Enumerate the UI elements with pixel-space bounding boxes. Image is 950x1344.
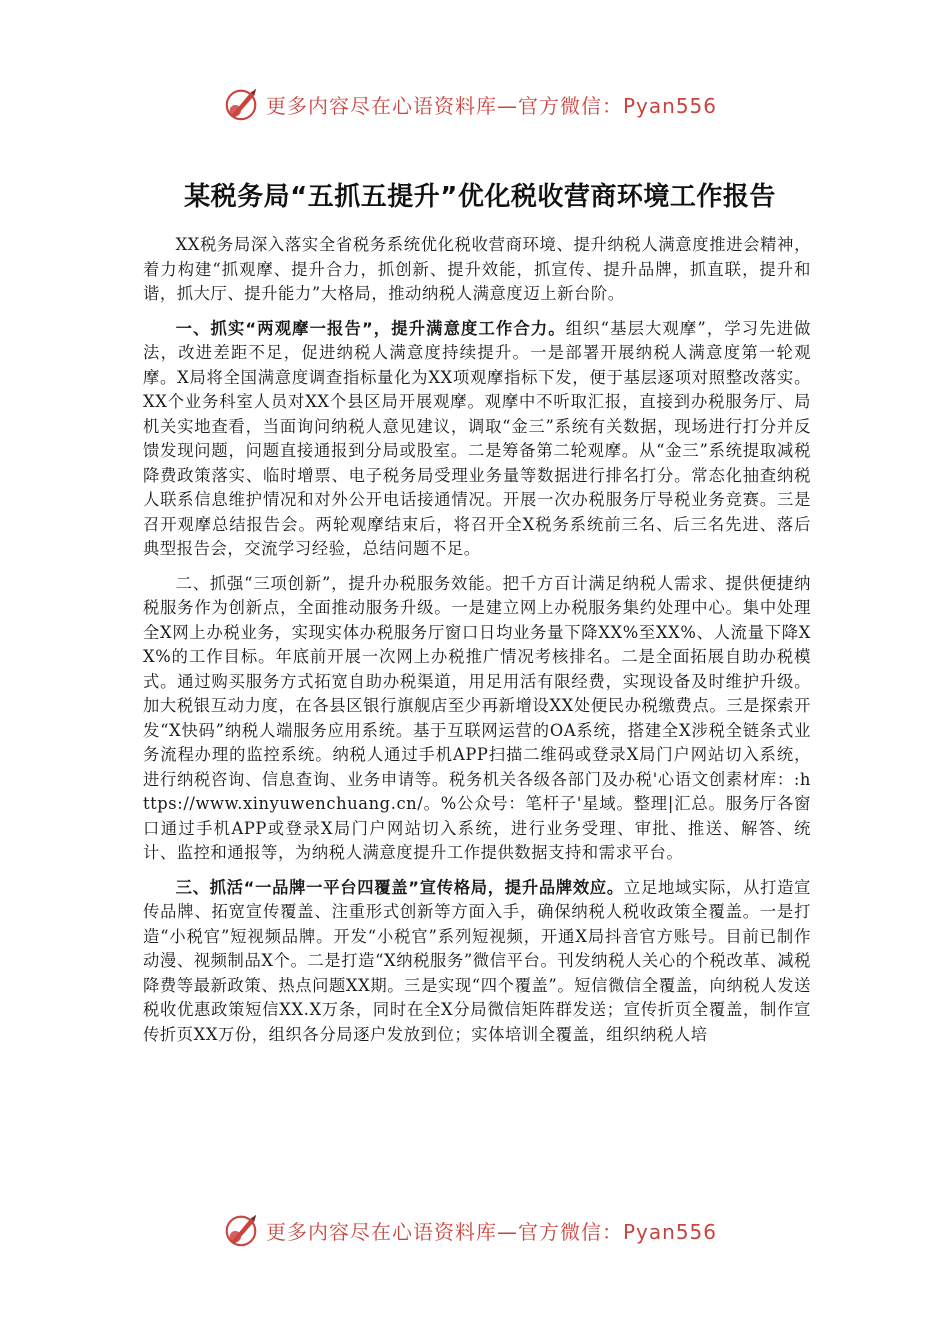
section-1-body: 组织“基层大观摩”，学习先进做法，改进差距不足，促进纳税人满意度持续提升。一是部署开展纳税人满意度第一轮观摩。X局将全国满意度调查指标量化为XX项观摩指标下发，便于基层逐项对照整改落实。XX个业务科室人员对XX个县区局开展观摩。观摩中不听取汇报，直接到办税服务厅、局机关实地查看，当面询问纳税人意见建议，调取“金三”系统有关数据，现场进行打分并反馈发现问题，问题直接通报到分局或股室。二是筹备第二轮观摩。从“金三”系统提取减税降费政策落实、临时增票、电子税务局受理业务量等数据进行排名打分。常态化抽查纳税人联系信息维护情况和对外公开电话接通情况。开展一次办税服务厅导税业务竞赛。三是召开观摩总结报告会。两轮观摩结束后，将召开全X税务系统前三名、后三名先进、落后典型报告会，交流学习经验，总结问题不足。	[143, 318, 811, 558]
section-3-heading: 三、抓活“一品牌一平台四覆盖”宣传格局，提升品牌效应。	[175, 877, 624, 897]
section-1-paragraph	[143, 317, 811, 562]
banner-text: 更多内容尽在心语资料库—官方微信：Pyan556	[266, 93, 718, 118]
pen-circle-logo-icon	[222, 1211, 260, 1249]
banner-text: 更多内容尽在心语资料库—官方微信：Pyan556	[266, 1219, 718, 1244]
intro-paragraph: XX税务局深入落实全省税务系统优化税收营商环境、提升纳税人满意度推进会精神，着力构建“抓观摩、提升合力，抓创新、提升效能，抓宣传、提升品牌，抓直联，提升和谐，抓大厅、提升能力”大格局，推动纳税人满意度迈上新台阶。	[143, 235, 811, 303]
section-3-body: 立足地域实际，从打造宣传品牌、拓宽宣传覆盖、注重形式创新等方面入手，确保纳税人税收政策全覆盖。一是打造“小税官”短视频品牌。开发“小税官”系列短视频，开通X局抖音官方账号。目前已制作动漫、视频制品X个。二是打造“X纳税服务”微信平台。刊发纳税人关心的个税改革、减税降费等最新政策、热点问题XX期。三是实现“四个覆盖”。短信微信全覆盖，向纳税人发送税收优惠政策短信XX.X万条，同时在全X分局微信矩阵群发送；宣传折页全覆盖，制作宣传折页XX万份，组织各分局逐户发放到位；实体培训全覆盖，组织纳税人培	[143, 877, 812, 1044]
section-2-paragraph: 二、抓强“三项创新”，提升办税服务效能。把千方百计满足纳税人需求、提供便捷纳税服务作为创新点，全面推动服务升级。一是建立网上办税服务集约处理中心。集中处理全X网上办税业务，实现实体办税服务厅窗口日均业务量下降XX%至XX%、人流量下降XX%的工作目标。年底前开展一次网上办税推广情况考核排名。二是全面拓展自助办税模式。通过购买服务方式拓宽自助办税渠道，用足用活有限经费，实现设备及时维护升级。加大税银互动力度，在各县区银行旗舰店至少再新增设XX处便民办税缴费点。三是探索开发“X快码”纳税人端服务应用系统。基于互联网运营的OA系统，搭建全X涉税全链条式业务流程办理的监控系统。纳税人通过手机APP扫描二维码或登录X局门户网站切入系统，进行纳税咨询、信息查询、业务申请等。税务机关各级各部门及办税'心语文创素材库：:https://www.xinyuwenchuang.cn/。%公众号：笔杆子'星域。整理|汇总。服务厅各窗口通过手机APP或登录X局门户网站切入系统，进行业务受理、审批、推送、解答、统计、监控和通报等，为纳税人满意度提升工作提供数据支持和需求平台。	[143, 573, 811, 862]
document-body	[143, 233, 811, 1057]
footer-banner	[222, 1208, 742, 1252]
pen-circle-logo-icon	[222, 85, 260, 123]
section-3-paragraph	[143, 876, 811, 1048]
section-1-heading: 一、抓实“两观摩一报告”，提升满意度工作合力。	[175, 318, 566, 338]
document-title: 某税务局“五抓五提升”优化税收营商环境工作报告	[184, 182, 776, 212]
header-banner	[222, 82, 742, 126]
